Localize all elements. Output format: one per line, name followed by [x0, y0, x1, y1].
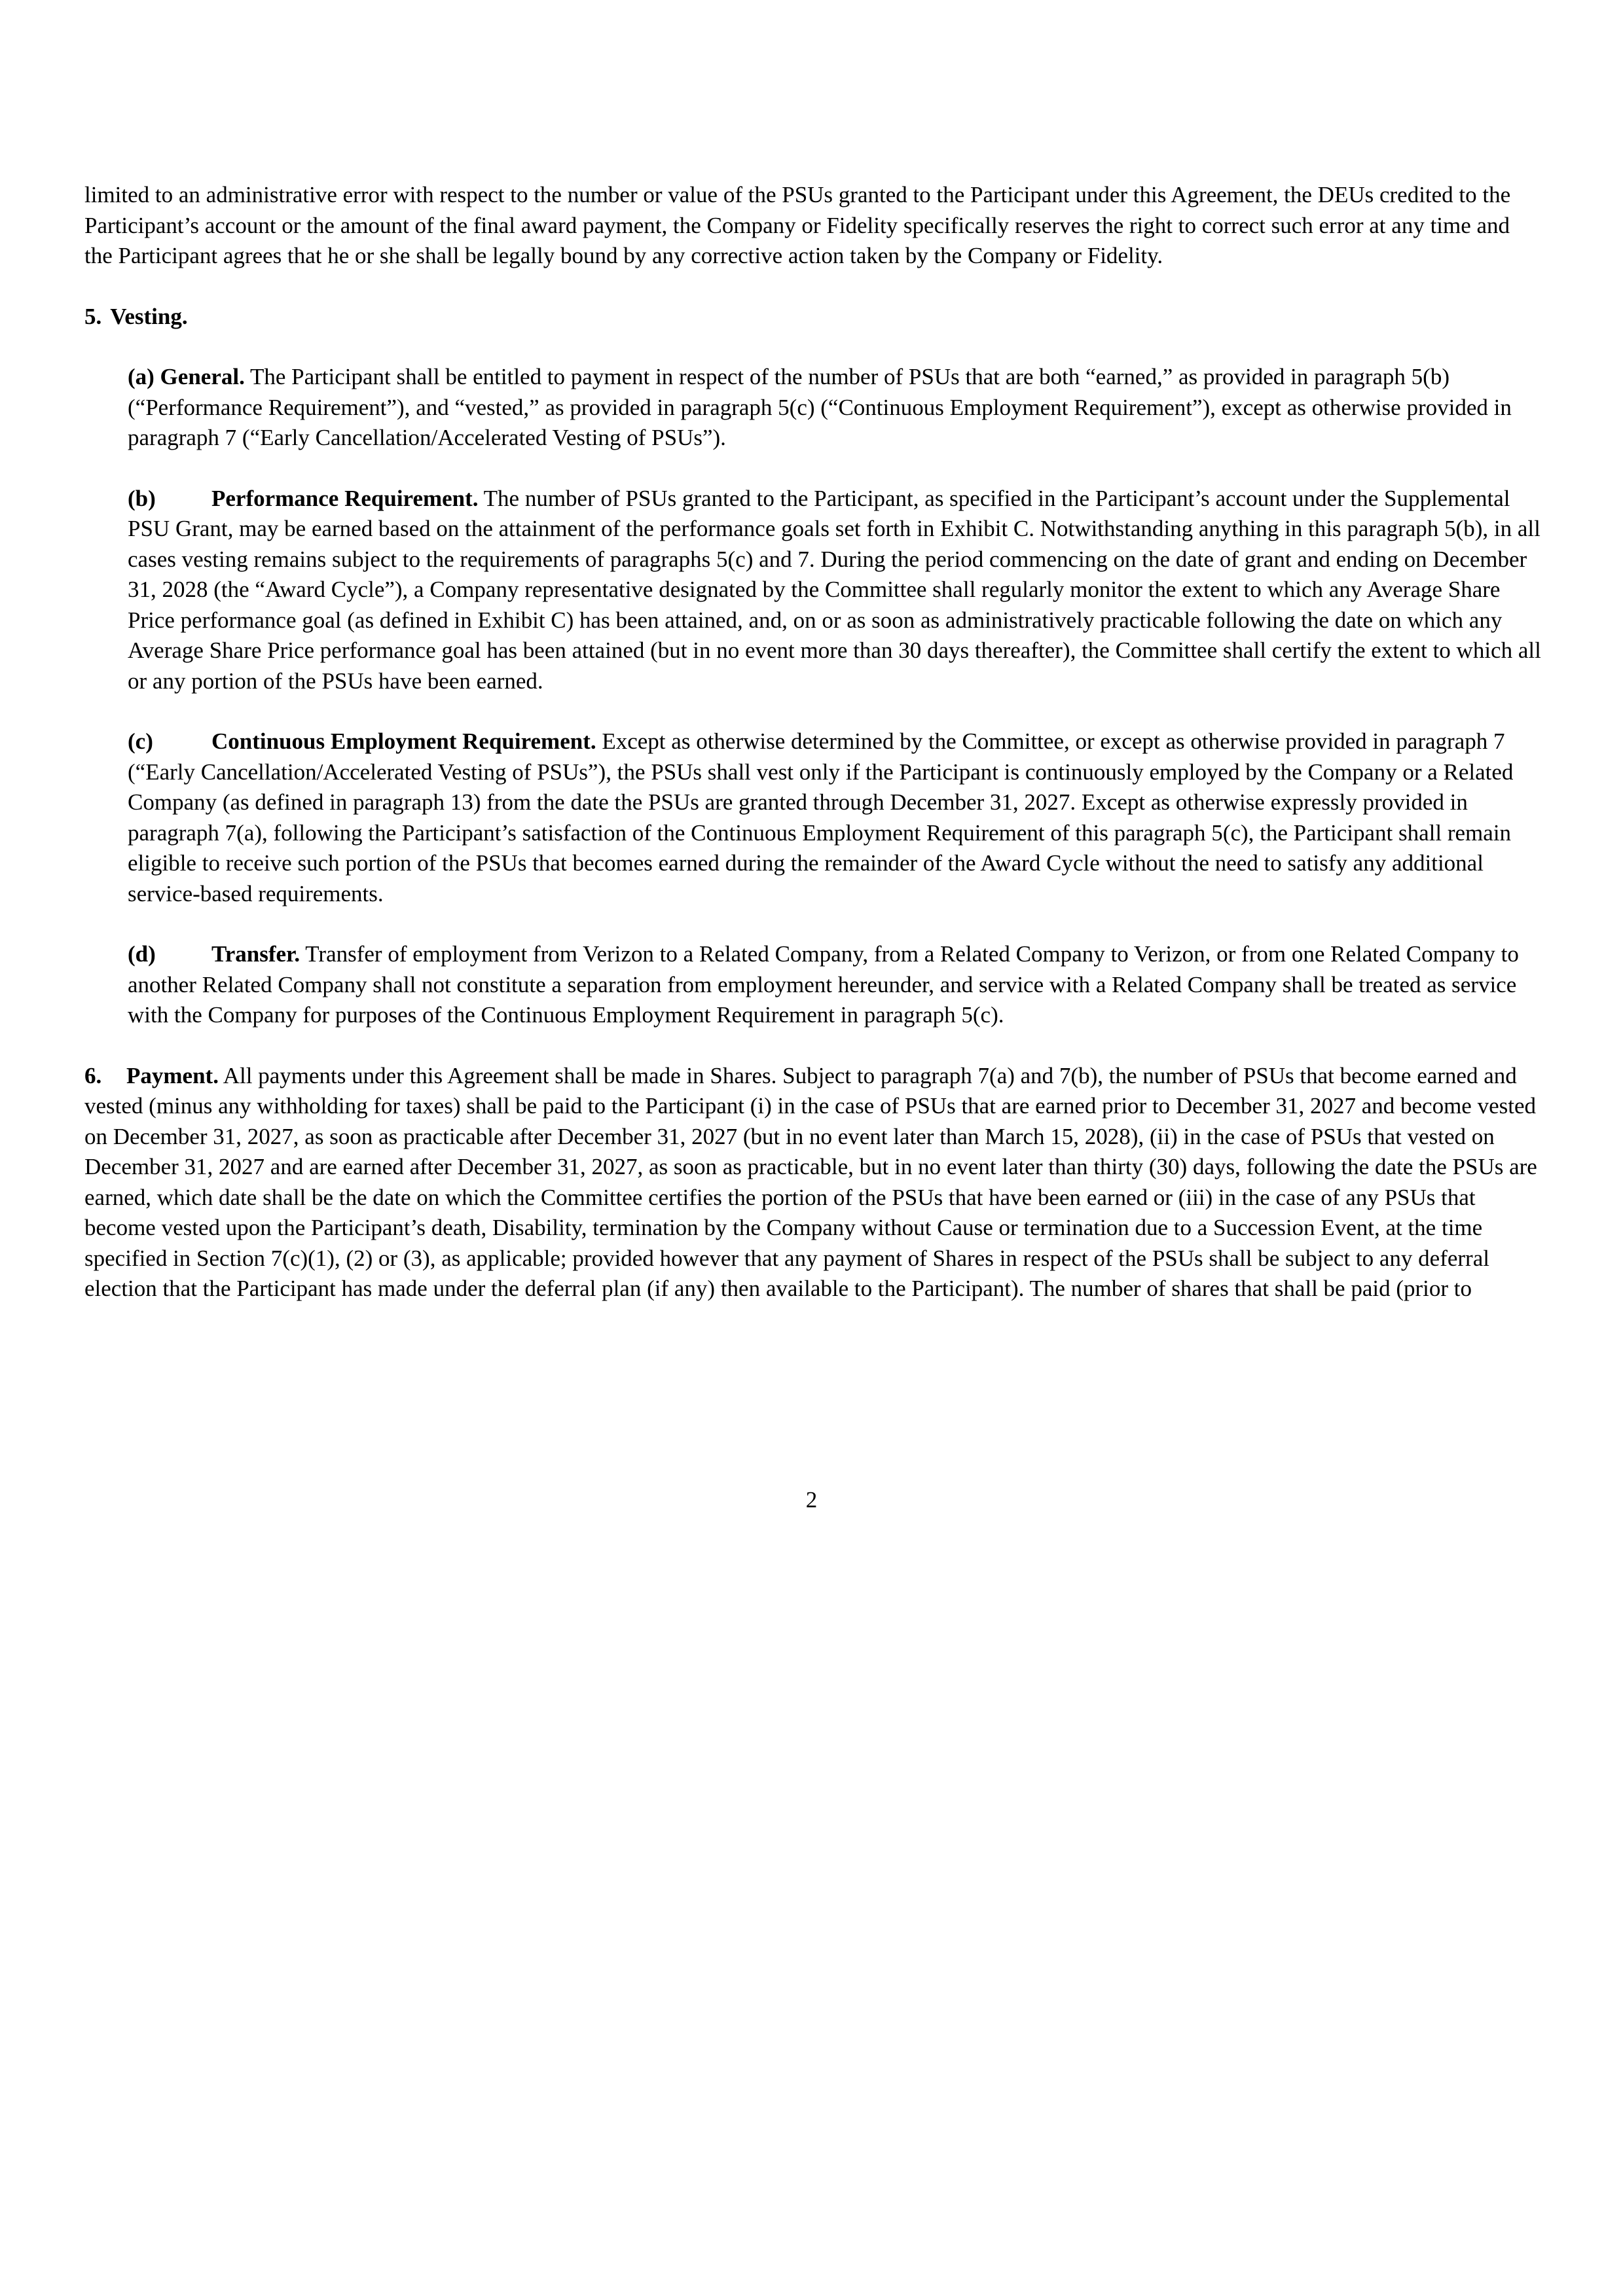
section-6-title: Payment. — [126, 1062, 219, 1088]
continuation-paragraph: limited to an administrative error with respect to the number or value of the PSUs granted to the Participant under this Agreement, the DEUs credited to the Participant’s account or the amount of the final award payment, the Company or Fidelity specifically reserves the right to correct such error at any time and the Participant agrees that he or she shall be legally bound by any corrective action taken by the Company or Fidelity. — [84, 182, 1511, 268]
section-5b-label: Performance Requirement. — [211, 485, 479, 511]
section-5d-text: Transfer of employment from Verizon to a Related Company, from a Related Company to Verizon, or from one Related Company to another Related Company shall not constitute a separation from employment hereunder, and service with a Related Company shall be treated as service with the Company for purposes of the Continuous Employment Requirement in paragraph 5(c). — [128, 941, 1519, 1028]
section-5c-letter: (c) — [128, 728, 153, 754]
section-5c-label: Continuous Employment Requirement. — [211, 728, 596, 754]
section-5a-paragraph — [128, 362, 1541, 454]
section-6-text: All payments under this Agreement shall be made in Shares. Subject to paragraph 7(a) and 7(b), the number of PSUs that become earned and vested (minus any withholding for taxes) shall be paid to the Participant (i) in the case of PSUs that are earned prior to December 31, 2027 and become vested on December 31, 2027, as soon as practicable after December 31, 2027 (but in no event later than March 15, 2028), (ii) in the case of PSUs that vested on December 31, 2027 and are earned after December 31, 2027, as soon as practicable, but in no event later than thirty (30) days, following the date the PSUs are earned, which date shall be the date on which the Committee certifies the portion of the PSUs that have been earned or (iii) in the case of any PSUs that become vested upon the Participant’s death, Disability, termination by the Company without Cause or termination due to a Succession Event, at the time specified in Section 7(c)(1), (2) or (3), as applicable; provided however that any payment of Shares in respect of the PSUs shall be subject to any deferral election that the Participant has made under the deferral plan (if any) then available to the Participant). The number of shares that shall be paid (prior to — [84, 1062, 1537, 1301]
section-5d-paragraph — [128, 939, 1541, 1031]
section-5b-letter: (b) — [128, 485, 156, 511]
section-5b-text: The number of PSUs granted to the Participant, as specified in the Participant’s account under the Supplemental PSU Grant, may be earned based on the attainment of the performance goals set forth in Exhibit C. Notwithstanding anything in this paragraph 5(b), in all cases vesting remains subject to the requirements of paragraphs 5(c) and 7. During the period commencing on the date of grant and ending on December 31, 2028 (the “Award Cycle”), a Company representative designated by the Committee shall regularly monitor the extent to which any Average Share Price performance goal (as defined in Exhibit C) has been attained, and, on or as soon as administratively practicable following the date on which any Average Share Price performance goal has been attained (but in no event more than 30 days thereafter), the Committee shall certify the extent to which all or any portion of the PSUs have been earned. — [128, 485, 1541, 694]
section-5c-text: Except as otherwise determined by the Committee, or except as otherwise provided in paragraph 7 (“Early Cancellation/Accelerated Vesting of PSUs”), the PSUs shall vest only if the Participant is continuously employed by the Company or a Related Company (as defined in paragraph 13) from the date the PSUs are granted through December 31, 2027. Except as otherwise expressly provided in paragraph 7(a), following the Participant’s satisfaction of the Continuous Employment Requirement of this paragraph 5(c), the Participant shall remain eligible to receive such portion of the PSUs that becomes earned during the remainder of the Award Cycle without the need to satisfy any additional service-based requirements. — [128, 728, 1514, 906]
section-5-heading — [84, 302, 1541, 332]
section-5d-label: Transfer. — [211, 941, 301, 967]
section-5d-letter: (d) — [128, 941, 156, 967]
section-5c-paragraph — [128, 726, 1541, 909]
section-5a-label: (a) General. — [128, 364, 245, 389]
section-5b-paragraph — [128, 484, 1541, 697]
section-6-paragraph — [84, 1061, 1541, 1304]
section-6-number: 6. — [84, 1062, 102, 1088]
section-5-number: 5. — [84, 303, 102, 329]
section-5a-text: The Participant shall be entitled to payment in respect of the number of PSUs that are both “earned,” as provided in paragraph 5(b) (“Performance Requirement”), and “vested,” as provided in paragraph 5(c) (“Continuous Employment Requirement”), except as otherwise provided in paragraph 7 (“Early Cancellation/Accelerated Vesting of PSUs”). — [128, 364, 1512, 450]
page-number: 2 — [805, 1487, 818, 1513]
section-5-title: Vesting. — [110, 303, 188, 329]
page-body — [84, 180, 1541, 1304]
